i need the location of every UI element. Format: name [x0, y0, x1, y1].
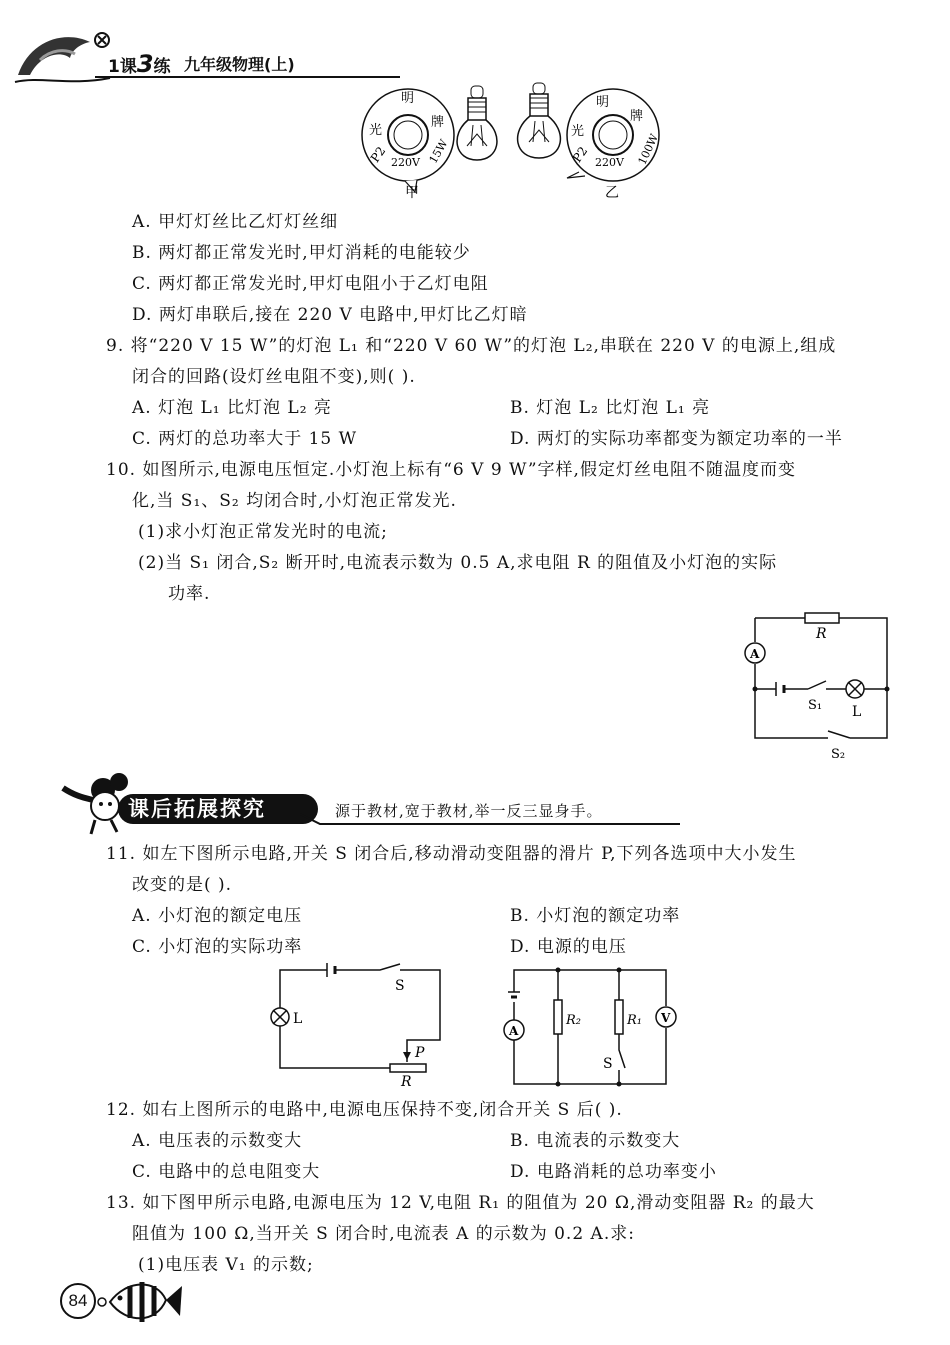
bulb-yi-icon: [518, 83, 561, 158]
book-title: 九年级物理(上): [184, 55, 295, 74]
q11-option-c: C. 小灯泡的实际功率: [132, 937, 303, 957]
q12-option-a: A. 电压表的示数变大: [132, 1131, 303, 1151]
q9-stem-line2: 闭合的回路(设灯丝电阻不变),则( ).: [132, 367, 416, 387]
section-slogan: 源于教材,宽于教材,举一反三显身手。: [335, 802, 603, 820]
label-r1: R₁: [627, 1013, 642, 1028]
label-s2: S₂: [831, 747, 846, 762]
q9-option-d: D. 两灯的实际功率都变为额定功率的一半: [510, 429, 843, 449]
section-title: 课后拓展探究: [118, 794, 318, 824]
q13-stem-line2: 阻值为 100 Ω,当开关 S 闭合时,电流表 A 的示数为 0.2 A.求:: [132, 1224, 635, 1244]
fish-icon: [96, 1272, 186, 1332]
bulb-nameplate-jia: [362, 89, 454, 192]
brand-logo: 1课3练: [108, 50, 171, 78]
q9-option-b: B. 灯泡 L₂ 比灯泡 L₁ 亮: [510, 398, 711, 418]
label-s1: S₁: [808, 698, 823, 713]
bulb-nameplate-yi: [567, 89, 661, 181]
q11-option-a: A. 小灯泡的额定电压: [132, 906, 303, 926]
dolphin-logo-icon: [10, 20, 120, 90]
q12-stem: 12. 如右上图所示的电路中,电源电压保持不变,闭合开关 S 后( ).: [106, 1100, 623, 1120]
q11-option-b: B. 小灯泡的额定功率: [510, 906, 681, 926]
q13-part1: (1)电压表 V₁ 的示数;: [138, 1255, 314, 1275]
q12-option-d: D. 电路消耗的总功率变小: [510, 1162, 717, 1182]
label-s: S: [395, 978, 405, 994]
voltmeter-label: V: [661, 1011, 671, 1025]
plate-brand-top: 明: [596, 95, 610, 110]
q8-option-d: D. 两灯串联后,接在 220 V 电路中,甲灯比乙灯暗: [132, 305, 528, 325]
q10-stem-line2: 化,当 S₁、S₂ 均闭合时,小灯泡正常发光.: [132, 491, 457, 511]
plate-model: P2: [367, 144, 389, 165]
q12-option-b: B. 电流表的示数变大: [510, 1131, 681, 1151]
bulb-caption-yi: 乙: [605, 185, 619, 201]
plate-power: 100W: [635, 131, 662, 167]
plate-brand-right: 牌: [630, 109, 644, 124]
q12-circuit-diagram: [500, 962, 690, 1092]
bulb-figure: [355, 80, 675, 205]
header-rule: [95, 76, 400, 78]
q13-stem-line1: 13. 如下图甲所示电路,电源电压为 12 V,电阻 R₁ 的阻值为 20 Ω,滑动变阻器 R₂ 的最大: [106, 1193, 815, 1213]
ammeter-label: A: [509, 1024, 519, 1038]
q11-stem-line2: 改变的是( ).: [132, 875, 233, 895]
label-r: R: [816, 626, 827, 642]
bulb-caption-jia: 甲: [405, 185, 419, 201]
q8-option-a: A. 甲灯灯丝比乙灯灯丝细: [132, 212, 339, 232]
q10-part2-line1: (2)当 S₁ 闭合,S₂ 断开时,电流表示数为 0.5 A,求电阻 R 的阻值及小灯泡的实际: [138, 553, 778, 573]
q8-option-c: C. 两灯都正常发光时,甲灯电阻小于乙灯电阻: [132, 274, 489, 294]
label-l: L: [852, 704, 862, 720]
plate-model: P2: [569, 144, 591, 165]
plate-brand-top: 明: [401, 91, 415, 106]
plate-brand-right: 牌: [431, 115, 445, 130]
page-number: 84: [60, 1283, 96, 1319]
label-r: R: [401, 1074, 412, 1090]
ammeter-label: A: [750, 647, 760, 661]
q9-option-a: A. 灯泡 L₁ 比灯泡 L₂ 亮: [132, 398, 332, 418]
q11-circuit-diagram: [265, 960, 455, 1090]
label-s: S: [603, 1056, 613, 1072]
q12-option-c: C. 电路中的总电阻变大: [132, 1162, 321, 1182]
q9-option-c: C. 两灯的总功率大于 15 W: [132, 429, 358, 449]
plate-power: 15W: [426, 137, 451, 166]
plate-voltage: 220V: [595, 156, 624, 169]
q10-stem-line1: 10. 如图所示,电源电压恒定.小灯泡上标有“6 V 9 W”字样,假定灯丝电阻不随温度而变: [106, 460, 796, 480]
q10-part1: (1)求小灯泡正常发光时的电流;: [138, 522, 388, 542]
plate-brand-left: 光: [571, 124, 585, 139]
bulb-jia-icon: [457, 86, 497, 160]
q10-part2-line2: 功率.: [168, 584, 211, 604]
plate-brand-left: 光: [369, 123, 383, 138]
label-r2: R₂: [566, 1013, 581, 1028]
plate-voltage: 220V: [391, 156, 420, 169]
label-p: P: [415, 1045, 425, 1061]
label-l: L: [293, 1011, 303, 1027]
q10-circuit-diagram: [740, 610, 900, 770]
q8-option-b: B. 两灯都正常发光时,甲灯消耗的电能较少: [132, 243, 471, 263]
q11-stem-line1: 11. 如左下图所示电路,开关 S 闭合后,移动滑动变阻器的滑片 P,下列各选项中大小发生: [106, 844, 797, 864]
q9-stem-line1: 9. 将“220 V 15 W”的灯泡 L₁ 和“220 V 60 W”的灯泡 L₂,串联在 220 V 的电源上,组成: [106, 336, 837, 356]
q11-option-d: D. 电源的电压: [510, 937, 627, 957]
